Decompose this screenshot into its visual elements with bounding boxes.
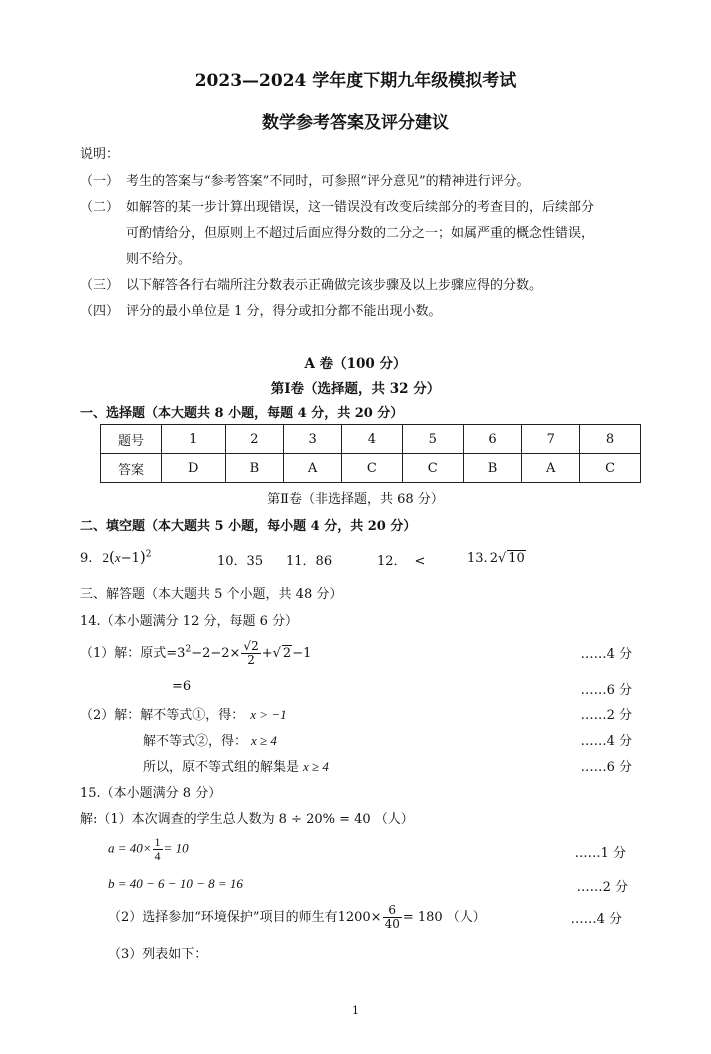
page-title: 2023—2024 学年度下期九年级模拟考试 (194, 71, 517, 91)
q14-p2-line2: 解不等式②，得： x ≥ 4 (143, 733, 277, 749)
notes-label: 说明： (80, 147, 120, 162)
note-4-num: （四） (80, 304, 120, 319)
q14-p1-score-2: ……6 分 (580, 683, 632, 698)
q14-p2-score-2: ……4 分 (580, 734, 632, 749)
fraction: $\frac{6}{40}$ (384, 903, 400, 931)
page-number: 1 (352, 1004, 359, 1017)
table-cell: B (225, 454, 284, 483)
table-cell: C (580, 454, 641, 483)
section-2-heading: 二、填空题（本大题共 5 小题，每小题 4 分，共 20 分） (80, 519, 417, 534)
note-2-text: 如解答的某一步计算出现错误，这一错误没有改变后续部分的考查目的，后续部分 (126, 200, 595, 215)
part-2-title: 第Ⅱ卷（非选择题，共 68 分） (267, 492, 444, 507)
fill-answer-13: 13. 2√ 10 (467, 551, 525, 566)
q14-p2-score-1: ……2 分 (580, 708, 632, 723)
table-cell: 6 (463, 425, 522, 454)
q15-line3: （3）列表如下： (108, 947, 208, 962)
table-row (101, 425, 641, 454)
q14-p2-line1: （2）解：解不等式①，得： x > −1 (80, 707, 287, 723)
table-cell: 题号 (101, 425, 162, 454)
table-cell: A (522, 454, 580, 483)
note-4-text: 评分的最小单位是 1 分，得分或扣分都不能出现小数。 (126, 304, 442, 319)
q15-a-expr: a = 40× $\frac{1}{4}$ = 10 (108, 835, 189, 863)
fill-answer-12: 12． < (377, 554, 426, 569)
table-cell: 1 (162, 425, 226, 454)
q15-line2: （2）选择参加“环境保护”项目的师生有1200× $\frac{6}{40}$ = 180 （人） (108, 903, 486, 931)
q14-part1-line: （1）解：原式$=3^2-2-2\times$ $\frac{√2}{2}$ +√ 2−1 (80, 639, 312, 667)
note-2-cont2: 则不给分。 (126, 252, 192, 267)
section-3-heading: 三、解答题（本大题共 5 个小题，共 48 分） (80, 587, 343, 602)
note-1-text: 考生的答案与“参考答案”不同时，可参照“评分意见”的精神进行评分。 (126, 174, 530, 189)
table-cell: 7 (522, 425, 580, 454)
section-1-heading: 一、选择题（本大题共 8 小题，每题 4 分，共 20 分） (80, 406, 404, 421)
q14-heading: 14.（本小题满分 12 分，每题 6 分） (80, 614, 299, 629)
q15-l2-score: ……4 分 (570, 912, 622, 927)
table-cell: D (162, 454, 226, 483)
q15-line1: 解:（1）本次调查的学生总人数为 8 ÷ 20% = 40 （人） (80, 812, 414, 827)
q15-heading: 15.（本小题满分 8 分） (80, 786, 222, 801)
table-cell: 2 (225, 425, 284, 454)
table-cell: 3 (284, 425, 342, 454)
q14-p1-score-1: ……4 分 (580, 647, 632, 662)
table-cell: 8 (580, 425, 641, 454)
paper-a-title: A 卷（100 分） (304, 356, 407, 372)
table-cell: B (463, 454, 522, 483)
fill-answer-11: 11．86 (286, 554, 333, 569)
page-subtitle: 数学参考答案及评分建议 (262, 113, 449, 133)
note-3-num: （三） (80, 278, 120, 293)
q14-p2-score-3: ……6 分 (580, 760, 632, 775)
table-cell: A (284, 454, 342, 483)
answer-table (100, 424, 641, 483)
fill-answer-9: 9. $2(x-1)^2$ (80, 548, 152, 566)
note-1-num: （一） (80, 174, 120, 189)
table-cell: 4 (341, 425, 402, 454)
table-cell: 答案 (101, 454, 162, 483)
q15-a-score: ……1 分 (574, 846, 626, 861)
table-cell: 5 (402, 425, 463, 454)
q14-p2-line3: 所以，原不等式组的解集是 x ≥ 4 (143, 759, 329, 775)
q15-b-score: ……2 分 (576, 880, 628, 895)
q14-p1-result: =6 (172, 679, 192, 694)
fill-answer-10: 10．35 (217, 554, 264, 569)
table-cell: C (341, 454, 402, 483)
note-2-cont1: 可酌情给分，但原则上不超过后面应得分数的二分之一；如属严重的概念性错误， (126, 226, 595, 241)
table-row (101, 454, 641, 483)
fraction: $\frac{√2}{2}$ (243, 639, 259, 667)
fraction: $\frac{1}{4}$ (154, 835, 161, 863)
part-1-title: 第Ⅰ卷（选择题，共 32 分） (270, 381, 441, 397)
table-cell: C (402, 454, 463, 483)
note-2-num: （二） (80, 200, 120, 215)
q15-b-expr: b = 40 − 6 − 10 − 8 = 16 (108, 876, 243, 891)
note-3-text: 以下解答各行右端所注分数表示正确做完该步骤及以上步骤应得的分数。 (126, 278, 543, 293)
